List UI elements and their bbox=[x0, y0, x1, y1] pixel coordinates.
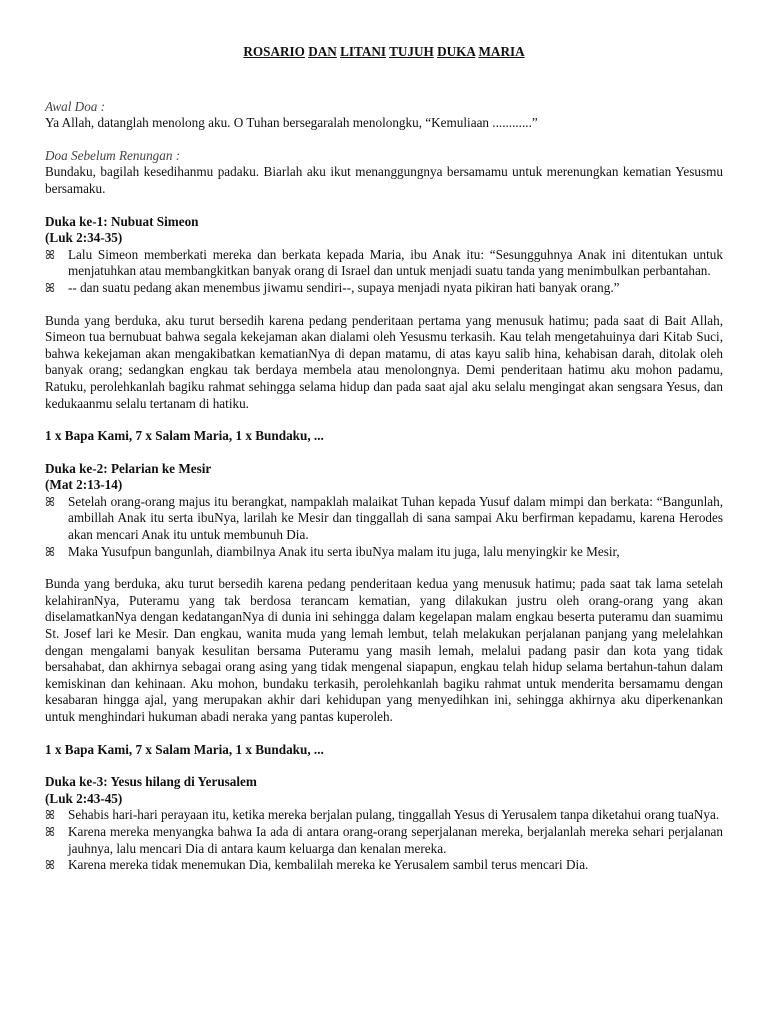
section-heading: Duka ke-1: Nubuat Simeon bbox=[45, 213, 199, 229]
scripture-text: Sehabis hari-hari perayaan itu, ketika mereka berjalan pulang, tinggallah Yesus di Yerusalem tanpa diketahui orang tuaNya. bbox=[68, 807, 720, 823]
title-word: ROSARIO bbox=[243, 44, 305, 59]
scripture-item bbox=[45, 824, 723, 857]
section-reference: (Luk 2:34-35) bbox=[45, 230, 123, 246]
scripture-text: Setelah orang-orang majus itu berangkat, nampaklah malaikat Tuhan kepada Yusuf dalam mimpi dan berkata: “Bangunlah, ambillah Anak itu serta ibuNya, larilah ke Mesir dan tinggallah di sana sampai Aku berfirman kepadamu, karena Herodes akan mencari Anak itu untuk membunuh Dia. bbox=[68, 493, 723, 543]
doa-sebelum-label: Doa Sebelum Renungan : bbox=[45, 147, 181, 163]
bullet-glyph-icon: ꕤ bbox=[45, 247, 55, 262]
title-word: TUJUH bbox=[389, 44, 434, 59]
scripture-list bbox=[45, 807, 723, 873]
bullet-glyph-icon: ꕤ bbox=[45, 824, 55, 839]
section-heading: Duka ke-3: Yesus hilang di Yerusalem bbox=[45, 774, 257, 790]
scripture-text: Karena mereka menyangka bahwa Ia ada di antara orang-orang seperjalanan mereka, berjalanlah mereka sehari perjalanan jauhnya, lalu mencari Dia di antara kaum keluarga dan kenalan mereka. bbox=[68, 823, 723, 856]
meditation-text: Bunda yang berduka, aku turut bersedih karena pedang penderitaan pertama yang menusuk hatimu; pada saat di Bait Allah, Simeon tua bernubuat bahwa segala kekejaman akan dialami oleh Yesusmu terkasih. Kau telah mengetahuinya dari Kitab Suci, bahwa kekejaman akan mengakibatkan kematianNya di depan matamu, di atas kayu salib hina, kehabisan darah, ditolak oleh banyak orang; sedangkan engkau tak berdaya membela atau menolongnya. Demi penderitaan hatimu aku mohon padamu, Ratuku, perolehkanlah bagiku rahmat sehingga selama hidup dan pada saat ajal aku selalu mengingat akan sengsara Yesus, dan kedukaanmu selalu tertanam di hatiku. bbox=[45, 312, 723, 411]
title-word: DAN bbox=[308, 44, 337, 59]
scripture-text: Lalu Simeon memberkati mereka dan berkata kepada Maria, ibu Anak itu: “Sesungguhnya Anak ini ditentukan untuk menjatuhkan atau membangkitkan banyak orang di Israel dan untuk menjadi suatu tanda yang menimbulkan perbantahan. bbox=[68, 246, 723, 279]
section-reference: (Mat 2:13-14) bbox=[45, 477, 123, 493]
bullet-glyph-icon: ꕤ bbox=[45, 808, 55, 823]
section-duka-1 bbox=[45, 214, 723, 461]
scripture-item bbox=[45, 544, 723, 561]
awal-doa-label: Awal Doa : bbox=[45, 98, 106, 114]
title-word: MARIA bbox=[478, 44, 525, 59]
scripture-text: Maka Yusufpun bangunlah, diambilnya Anak itu serta ibuNya malam itu juga, lalu menyingkir ke Mesir, bbox=[68, 543, 620, 559]
scripture-item bbox=[45, 494, 723, 544]
prayer-count: 1 x Bapa Kami, 7 x Salam Maria, 1 x Bundaku, ... bbox=[45, 428, 324, 444]
meditation-text: Bunda yang berduka, aku turut bersedih karena pedang penderitaan kedua yang menusuk hatimu; pada saat tak lama setelah kelahiranNya, Puteramu yang tak berdosa terancam kematian, yang dilakukan justru oleh orang-orang yang akan diselamatkanNya dengan kedatanganNya di dunia ini sehingga dalam kegelapan malam engkau beserta puteramu dan suamimu St. Josef lari ke Mesir. Dan engkau, wanita muda yang lemah lembut, telah melakukan perjalanan panjang yang melelahkan dengan mengalami banyak kesulitan bersama Puteramu yang masih lemah, melalui padang pasir dan kota yang tidak bersahabat, dan akhirnya sebagai orang asing yang tidak mengenal siapapun, engkau telah hidup selama bertahun-tahun dalam kemiskinan dan kehinaan. Aku mohon, bundaku terkasih, perolehkanlah bagiku rahmat untuk menderita bersamamu dengan kesabaran hingga ajal, yang merupakan akhir dari kehidupan yang menyedihkan ini, sehingga akhirnya aku diperkenankan untuk menghindari hukuman abadi neraka yang pantas kuperoleh. bbox=[45, 576, 723, 724]
section-duka-3 bbox=[45, 774, 723, 874]
doa-sebelum-text: Bundaku, bagilah kesedihanmu padaku. Biarlah aku ikut menanggungnya bersamamu untuk merenungkan kematian Yesusmu bersamaku. bbox=[45, 164, 723, 196]
prayer-count: 1 x Bapa Kami, 7 x Salam Maria, 1 x Bundaku, ... bbox=[45, 741, 324, 757]
scripture-item bbox=[45, 247, 723, 280]
section-duka-2 bbox=[45, 461, 723, 775]
bullet-glyph-icon: ꕤ bbox=[45, 280, 55, 295]
scripture-text: -- dan suatu pedang akan menembus jiwamu sendiri--, supaya menjadi nyata pikiran hati banyak orang.” bbox=[68, 279, 620, 295]
scripture-item bbox=[45, 280, 723, 297]
bullet-glyph-icon: ꕤ bbox=[45, 494, 55, 509]
section-heading: Duka ke-2: Pelarian ke Mesir bbox=[45, 460, 212, 476]
bullet-glyph-icon: ꕤ bbox=[45, 858, 55, 873]
scripture-list bbox=[45, 494, 723, 560]
title-word: LITANI bbox=[340, 44, 387, 59]
scripture-item bbox=[45, 857, 723, 874]
awal-doa-text: Ya Allah, datanglah menolong aku. O Tuhan bersegaralah menolongku, “Kemuliaan ............” bbox=[45, 115, 538, 131]
section-reference: (Luk 2:43-45) bbox=[45, 790, 123, 806]
title-word: DUKA bbox=[437, 44, 476, 59]
scripture-text: Karena mereka tidak menemukan Dia, kembalilah mereka ke Yerusalem sambil terus mencari Dia. bbox=[68, 857, 589, 873]
document-title bbox=[45, 44, 723, 61]
scripture-list bbox=[45, 247, 723, 297]
scripture-item bbox=[45, 807, 723, 824]
bullet-glyph-icon: ꕤ bbox=[45, 544, 55, 559]
